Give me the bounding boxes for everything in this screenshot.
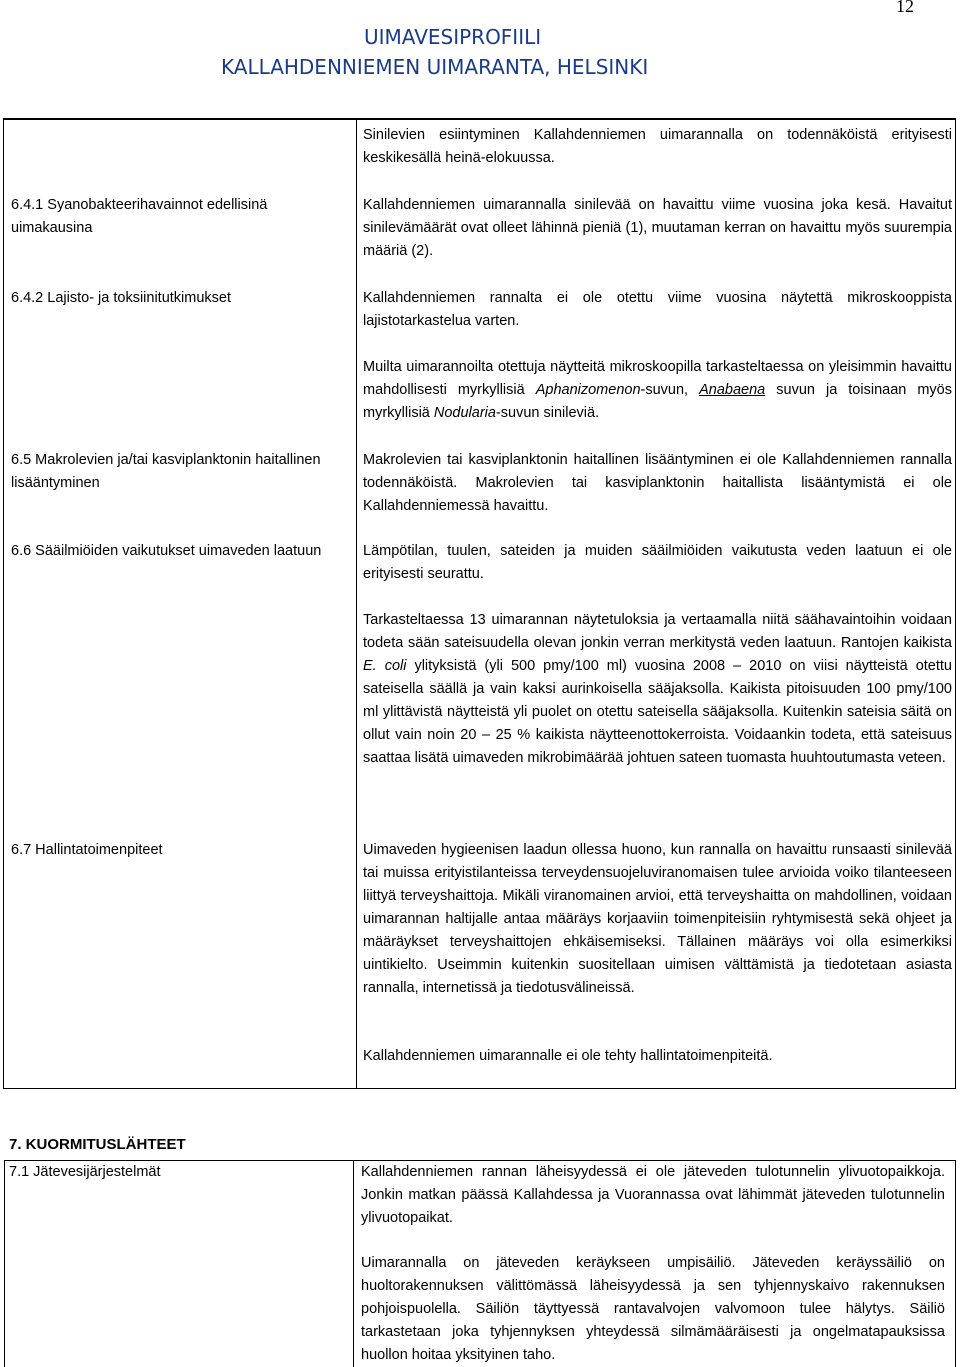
page-title <box>221 22 741 82</box>
title-line-1: UIMAVESIPROFIILI <box>364 25 542 49</box>
row-642-label: 6.4.2 Lajisto- ja toksiinitutkimukset <box>11 290 232 306</box>
section-7-heading: 7. KUORMITUSLÄHTEET <box>9 1136 186 1153</box>
row-65-label: 6.5 Makrolevien ja/tai kasviplanktonin haitallinen lisääntyminen <box>11 452 321 491</box>
row-66-text: Lämpötilan, tuulen, sateiden ja muiden sääilmiöiden vaikutusta veden laatuun ei ole erityisesti seurattu. <box>363 543 952 582</box>
section-7-table <box>4 1160 956 1367</box>
title-line-2: KALLAHDENNIEMEN UIMARANTA, HELSINKI <box>221 55 649 79</box>
row-71-text-2: Uimarannalla on jäteveden keräykseen umpisäiliö. Jäteveden keräyssäiliö on huoltorakennuksen välittömässä läheisyydessä ja sen tyhjennyskaivo rakennuksen pohjoispuolella. Säiliön täyttyessä rantavalvojen valvomoon tulee hälytys. Säiliö tarkastetaan joka tyhjennyksen yhteydessä silmämääräisesti ja ongelmatapauksissa huollon hoitaa yksityinen taho. <box>361 1255 945 1363</box>
row-66-label: 6.6 Sääilmiöiden vaikutukset uimaveden laatuun <box>11 543 322 559</box>
row-642-text-2: Muilta uimarannoilta otettuja näytteitä mikroskoopilla tarkasteltaessa on yleisimmin havaittu mahdollisesti myrkyllisiä Aphanizomenon-suvun, Anabaena suvun ja toisinaan myös myrkyllisiä Nodularia-suvun sinileviä. <box>363 359 952 421</box>
row-67-label: 6.7 Hallintatoimenpiteet <box>11 842 163 858</box>
intro-text: Sinilevien esiintyminen Kallahdenniemen uimarannalla on todennäköistä erityisesti keskikesällä heinä-elokuussa. <box>363 127 952 166</box>
row-641-label: 6.4.1 Syanobakteerihavainnot edellisinä uimakausina <box>11 197 268 236</box>
row-65-text: Makrolevien tai kasviplanktonin haitallinen lisääntyminen ei ole Kallahdenniemen rannalla todennäköistä. Makrolevien tai kasviplanktonin haitallista lisääntymistä ei ole Kallahdenniemessä havaittu. <box>363 452 952 514</box>
row-71-label: 7.1 Jätevesijärjestelmät <box>9 1164 161 1180</box>
row-642-text: Kallahdenniemen rannalta ei ole otettu viime vuosina näytettä mikroskooppista lajistotarkastelua varten. <box>363 290 952 329</box>
row-67-text-2: Kallahdenniemen uimarannalle ei ole tehty hallintatoimenpiteitä. <box>363 1048 773 1064</box>
row-641-text: Kallahdenniemen uimarannalla sinilevää on havaittu viime vuosina joka kesä. Havaitut sinilevämäärät ovat olleet lähinnä pieniä (1), muutaman kerran on havaittu myös suurempia määriä (2). <box>363 197 952 259</box>
page-number: 12 <box>896 0 914 16</box>
column-divider <box>356 120 357 1088</box>
row-67-text: Uimaveden hygieenisen laadun ollessa huono, kun rannalla on havaittu runsaasti sinilevää tai muissa erityistilanteissa terveydensuojeluviranomaisen tulee arvioida voiko tilanteeseen liittyä terveyshaittoja. Mikäli viranomainen arvioi, että terveyshaitta on mahdollinen, voidaan uimarannan haltijalle antaa määräys korjaaviin toimenpiteisiin ryhtymisestä sekä ohjeet ja määräykset terveyshaittojen ehkäisemiseksi. Tällainen määräys voi olla esimerkiksi uintikielto. Useimmin kuitenkin suositellaan uimisen välttämistä ja tiedotetaan asiasta rannalla, internetissä ja tiedotusvälineissä. <box>363 842 952 996</box>
column-divider-2 <box>353 1161 354 1367</box>
row-71-text: Kallahdenniemen rannan läheisyydessä ei ole jäteveden tulotunnelin ylivuotopaikkoja. Jonkin matkan päässä Kallahdessa ja Vuorannassa ovat lähimmät jäteveden tulotunnelin ylivuotopaikat. <box>361 1164 945 1226</box>
content-table <box>3 118 956 1089</box>
row-66-text-2: Tarkasteltaessa 13 uimarannan näytetuloksia ja vertaamalla niitä säähavaintoihin voidaan todeta sään sateisuudella olevan jonkin verran merkitystä veden laatuun. Rantojen kaikista E. coli ylityksistä (yli 500 pmy/100 ml) vuosina 2008 – 2010 on viisi näytteistä otettu sateisella säällä ja vain kaksi aurinkoisella sääjaksolla. Kaikista pitoisuuden 100 pmy/100 ml ylittävistä näytteistä yli puolet on otettu sateisella sääjaksolla. Kuitenkin sateisia säitä on ollut vain noin 20 – 25 % kaikista näytteenottokerroista. Voidaankin todeta, että sateisuus saattaa lisätä uimaveden mikrobimäärää johtuen sateen tuomasta huuhtoutumasta veteen. <box>363 612 952 766</box>
